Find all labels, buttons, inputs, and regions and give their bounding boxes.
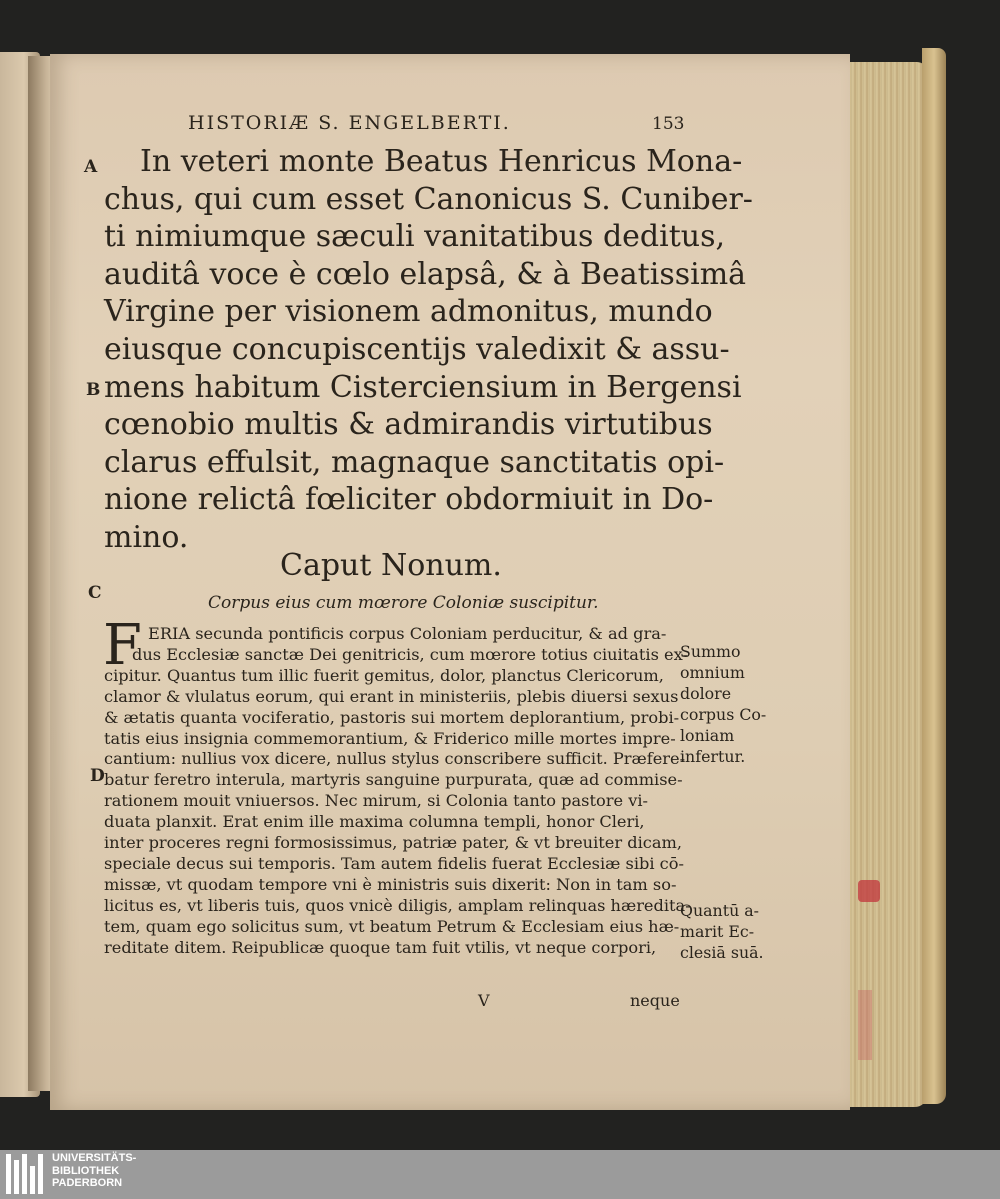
margin-note-line: loniam [680,725,735,745]
body-line: rationem mouit vniuersos. Nec mirum, si Colonia tanto pastore vi- [104,791,648,811]
margin-note-line: corpus Co- [680,704,767,724]
section-marker-d: D [90,766,105,786]
text-line: In veteri monte Beatus Henricus Mona- [140,144,743,179]
body-paragraph [104,624,691,959]
logo-line: PADERBORN [52,1177,123,1189]
body-line: tatis eius insignia commemorantium, & Friderico mille mortes impre- [104,728,676,748]
text-line: clarus effulsit, magnaque sanctitatis opi- [104,444,725,480]
section-marker-b: B [86,380,101,400]
running-title: HISTORIÆ S. ENGELBERTI. [188,112,511,134]
text-line: auditâ voce è cœlo elapsâ, & à Beatissimâ [104,256,747,292]
body-line: missæ, vt quodam tempore vni è ministris suis dixerit: Non in tam so- [104,874,677,894]
catchword: neque [630,991,680,1010]
drop-cap: F [103,613,142,678]
margin-note-line: Summo [680,642,741,661]
body-line: ERIA secunda pontificis corpus Coloniam perducitur, & ad gra- [148,624,667,643]
library-logo-icon [6,1154,46,1194]
body-line: batur feretro interula, martyris sanguine purpurata, quæ ad commise- [104,770,683,790]
chapter-subtitle: Corpus eius cum mœrore Coloniæ suscipitur. [208,593,599,613]
red-stain [858,990,872,1060]
body-line: clamor & vlulatus eorum, qui erant in ministeriis, plebis diuersi sexus [104,686,679,706]
margin-note [680,642,766,767]
body-line: dus Ecclesiæ sanctæ Dei genitricis, cum mœrore totius ciuitatis ex- [132,644,688,664]
body-line: speciale decus sui temporis. Tam autem fidelis fuerat Ecclesiæ sibi cō- [104,853,684,873]
red-stain [858,880,880,902]
body-line: & ætatis quanta vociferatio, pastoris sui mortem deplorantium, probi- [104,707,680,727]
margin-note-line: infertur. [680,746,746,766]
text-line: nione relictâ fœliciter obdormiuit in Do- [104,482,714,518]
text-line: Virgine per visionem admonitus, mundo [104,294,713,330]
text-line: ti nimiumque sæculi vanitatibus deditus, [104,219,726,255]
body-line: licitus es, vt liberis tuis, quos vnicè diligis, amplam relinquas hæredita- [104,895,691,915]
margin-note-line: omnium [680,662,745,682]
body-line: cantium: nullius vox dicere, nullus stylus conscribere sufficit. Præfere- [104,749,686,769]
chapter-title: Caput Nonum. [280,548,502,583]
main-paragraph [104,143,753,557]
signature-mark: V [478,991,490,1010]
body-line: cipitur. Quantus tum illic fuerit gemitus, dolor, planctus Clericorum, [104,665,664,685]
body-line: tem, quam ego solicitus sum, vt beatum Petrum & Ecclesiam eius hæ- [104,916,680,936]
library-logo-text [52,1152,136,1190]
text-line: mino. [104,519,189,555]
library-footer [0,1150,1000,1199]
section-marker-a: A [84,157,98,177]
margin-note [680,901,764,964]
text-line: mens habitum Cisterciensium in Bergensi [104,369,742,405]
body-line: reditate ditem. Reipublicæ quoque tam fuit vtilis, vt neque corpori, [104,937,657,957]
body-line: inter proceres regni formosissimus, patriæ pater, & vt breuiter dicam, [104,833,682,853]
margin-note-line: clesiā suā. [680,942,764,962]
text-line: cœnobio multis & admirandis virtutibus [104,407,713,443]
text-line: eiusque concupiscentijs valedixit & assu- [104,331,730,367]
page-number: 153 [652,114,685,134]
section-marker-c: C [88,583,102,603]
margin-note-line: dolore [680,683,732,703]
text-line: chus, qui cum esset Canonicus S. Cuniber- [104,181,753,217]
cover-edge [922,48,946,1104]
body-line: duata planxit. Erat enim ille maxima columna templi, honor Cleri, [104,812,645,832]
logo-line: UNIVERSITÄTS- [52,1152,137,1164]
logo-line: BIBLIOTHEK [52,1164,120,1177]
margin-note-line: Quantū a- [680,901,760,920]
margin-note-line: marit Ec- [680,921,755,941]
